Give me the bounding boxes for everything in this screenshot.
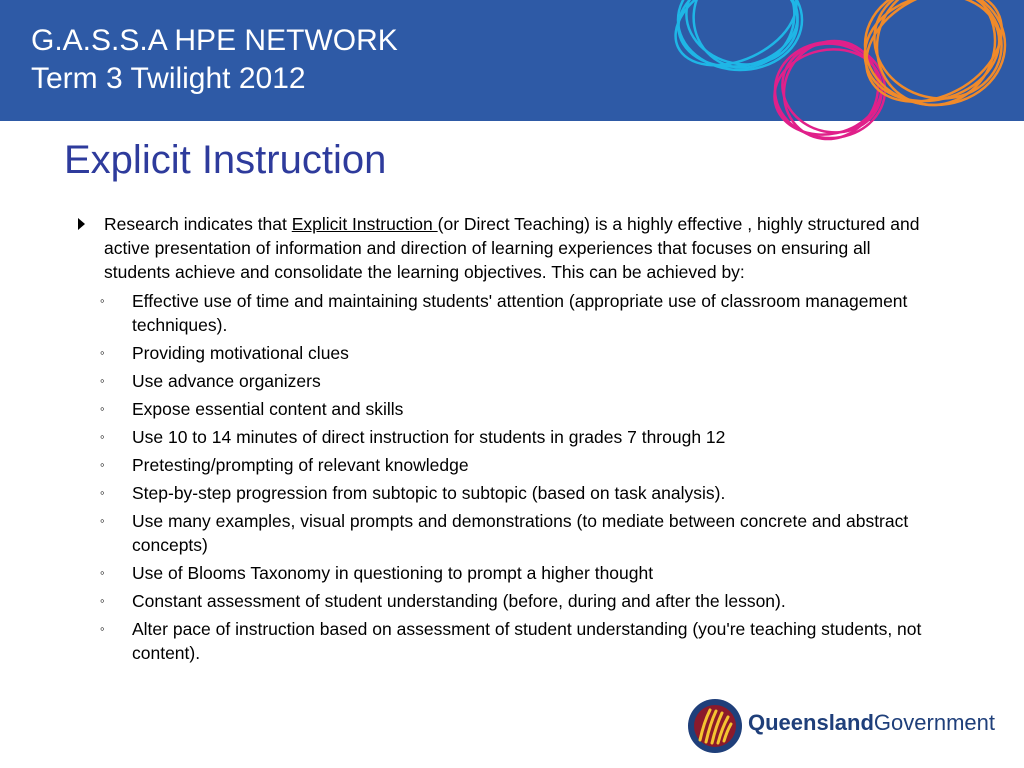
list-item-text: Effective use of time and maintaining students' attention (appropriate use of classroom management techniques).	[132, 291, 908, 335]
list-item-text: Pretesting/prompting of relevant knowledge	[132, 455, 469, 475]
list-item-text: Use advance organizers	[132, 371, 321, 391]
circle-bullet-icon: ◦	[100, 345, 105, 360]
queensland-government-logo	[686, 696, 995, 756]
logo-wordmark	[748, 710, 995, 736]
list-item-text: Use many examples, visual prompts and demonstrations (to mediate between concrete and abstract concepts)	[132, 511, 909, 555]
list-item	[78, 369, 938, 393]
slide-body	[78, 212, 938, 669]
circle-bullet-icon: ◦	[100, 593, 105, 608]
circle-bullet-icon: ◦	[100, 621, 105, 636]
sub-bullet-list	[78, 289, 938, 665]
slide-title: Explicit Instruction	[64, 138, 387, 182]
logo-word-queensland: Queensland	[748, 710, 874, 735]
list-item-text: Expose essential content and skills	[132, 399, 404, 419]
list-item-text: Constant assessment of student understanding (before, during and after the lesson).	[132, 591, 786, 611]
header-line-2: Term 3 Twilight 2012	[31, 62, 306, 95]
circle-bullet-icon: ◦	[100, 457, 105, 472]
list-item	[78, 617, 938, 665]
circle-bullet-icon: ◦	[100, 293, 105, 308]
list-item	[78, 481, 938, 505]
triangle-bullet-icon	[78, 218, 85, 230]
list-item	[78, 561, 938, 585]
circle-bullet-icon: ◦	[100, 565, 105, 580]
queensland-crest-icon	[686, 696, 744, 756]
list-item-text: Step-by-step progression from subtopic to subtopic (based on task analysis).	[132, 483, 726, 503]
logo-word-government: Government	[873, 710, 995, 735]
list-item	[78, 453, 938, 477]
list-item	[78, 589, 938, 613]
decorative-circles-icon	[660, 0, 1024, 160]
circle-bullet-icon: ◦	[100, 373, 105, 388]
intro-text-after: (or Direct Teaching) is a highly effective , highly structured and active presentation of information and direction of learning experiences that focuses on ensuring all students achieve and consolidate the learning objectives. This can be achieved by:	[104, 214, 920, 282]
list-item	[78, 509, 938, 557]
circle-bullet-icon: ◦	[100, 429, 105, 444]
list-item	[78, 425, 938, 449]
intro-bullet	[78, 212, 938, 284]
circle-bullet-icon: ◦	[100, 401, 105, 416]
list-item-text: Alter pace of instruction based on assessment of student understanding (you're teaching students, not content).	[132, 619, 922, 663]
explicit-instruction-link[interactable]: Explicit Instruction	[291, 214, 438, 234]
list-item	[78, 397, 938, 421]
header-line-1: G.A.S.S.A HPE NETWORK	[31, 24, 398, 57]
intro-text-before: Research indicates that	[104, 214, 292, 234]
circle-bullet-icon: ◦	[100, 485, 105, 500]
list-item-text: Providing motivational clues	[132, 343, 349, 363]
list-item-text: Use of Blooms Taxonomy in questioning to prompt a higher thought	[132, 563, 654, 583]
list-item-text: Use 10 to 14 minutes of direct instruction for students in grades 7 through 12	[132, 427, 726, 447]
header-title	[31, 22, 398, 98]
list-item	[78, 341, 938, 365]
list-item	[78, 289, 938, 337]
circle-bullet-icon: ◦	[100, 513, 105, 528]
